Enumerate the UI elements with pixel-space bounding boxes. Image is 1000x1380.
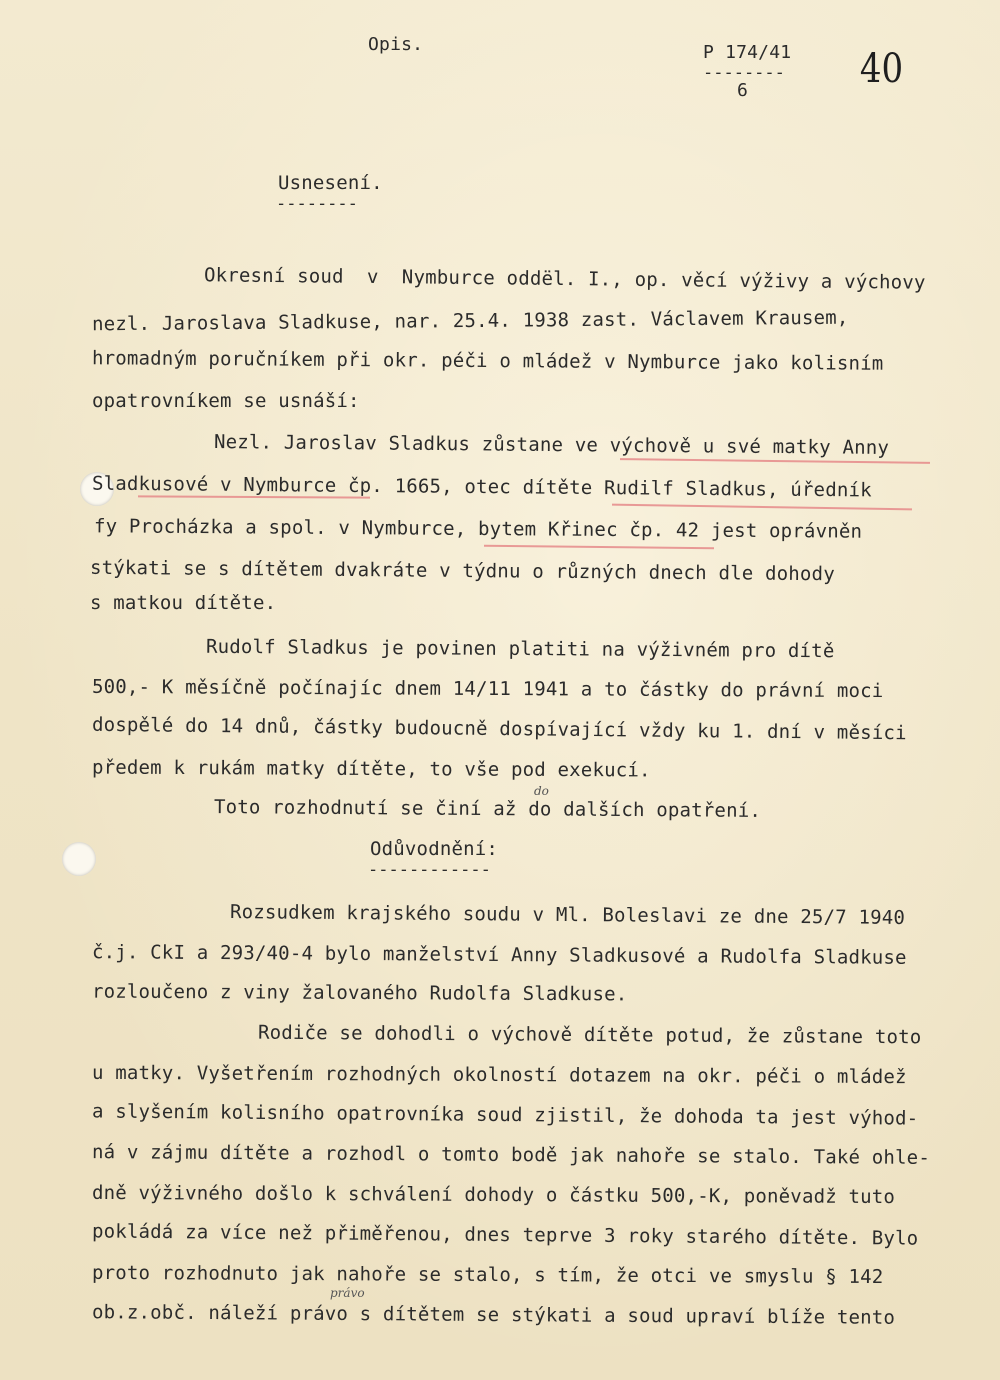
text-line: pokládá za více než přiměřenou, dnes teprve 3 roky starého dítěte. Bylo [91, 1220, 919, 1250]
text-line: dně výživného došlo k schválení dohody o částku 500,-K, poněvadž tuto [91, 1181, 896, 1209]
folio-number: 40 [859, 46, 904, 92]
text-line: hromadným poručníkem při okr. péči o mládež v Nymburce jako kolisním [91, 347, 884, 375]
file-reference: P 174/41 [703, 42, 792, 63]
red-underline [138, 495, 370, 498]
text-line: Rudolf Sladkus je povinen platiti na výživném pro dítě [205, 635, 835, 663]
text-line: Rozsudkem krajského soudu v Ml. Boleslavi ze dne 25/7 1940 [229, 901, 906, 929]
text-line: Sladkusové v Nymburce čp. 1665, otec dítěte Rudilf Sladkus, úředník [91, 472, 872, 502]
red-underline [484, 545, 714, 549]
text-line: ná v zájmu dítěte a rozhodl o tomto bodě jak nahoře se stalo. Také ohle- [91, 1141, 931, 1169]
text-line: předem k rukám matky dítěte, to vše pod exekucí. [91, 756, 651, 782]
section-title-reasoning: Odůvodnění: [370, 838, 499, 860]
handwritten-insert: do [534, 784, 549, 798]
text-line: rozloučeno z viny žalovaného Rudolfa Sladkuse. [91, 980, 628, 1006]
text-line: a slyšením kolisního opatrovníka soud zjistil, že dohoda ta jest výhod- [91, 1100, 919, 1130]
red-underline [612, 504, 912, 511]
text-line: ob.z.obč. náleží právo s dítětem se stýkati a soud upraví blíže tento [91, 1301, 896, 1329]
text-line: stýkati se s dítětem dvakráte v týdnu o různých dnech dle dohody [89, 556, 835, 586]
text-line: 500,- K měsíčně počínajíc dnem 14/11 1941 a to částky do právní moci [91, 675, 884, 703]
text-line: proto rozhodnuto jak nahoře se stalo, s tím, že otci ve smyslu § 142 [91, 1261, 884, 1289]
text-line: opatrovníkem se usnáší: [92, 390, 360, 412]
copy-label: Opis. [368, 34, 424, 55]
text-line: dospělé do 14 dnů, částky budoucně dospívající vždy ku 1. dní v měsíci [91, 713, 907, 745]
handwritten-insert: právo [330, 1286, 365, 1300]
red-underline [620, 458, 930, 464]
text-line: Toto rozhodnutí se činí až do dalších opatření. [213, 796, 762, 822]
text-line: u matky. Vyšetřením rozhodných okolností dotazem na okr. péči o mládež [91, 1061, 907, 1089]
punch-hole-bottom [62, 842, 96, 876]
text-line: nezl. Jaroslava Sladkuse, nar. 25.4. 1938 zast. Václavem Krausem, [91, 306, 849, 336]
file-reference-sub: 6 [737, 80, 749, 101]
text-line: Okresní soud v Nymburce oddël. I., op. věcí výživy a výchovy [203, 264, 926, 294]
section-title-reasoning-underline: ------------ [368, 860, 491, 880]
section-title-resolution-underline: -------- [276, 194, 358, 214]
file-reference-rule: -------- [703, 63, 785, 83]
text-line: Rodiče se dohodli o výchově dítěte potud, že zůstane toto [257, 1021, 922, 1049]
text-line: fy Procházka a spol. v Nymburce, bytem Křinec čp. 42 jest oprávněn [93, 515, 863, 543]
section-title-resolution: Usnesení. [278, 172, 383, 194]
text-line: Nezl. Jaroslav Sladkus zůstane ve výchově u své matky Anny [213, 431, 890, 459]
text-line: s matkou dítěte. [90, 592, 277, 614]
text-line: č.j. CkI a 293/40-4 bylo manželství Anny Sladkusové a Rudolfa Sladkuse [91, 941, 907, 969]
